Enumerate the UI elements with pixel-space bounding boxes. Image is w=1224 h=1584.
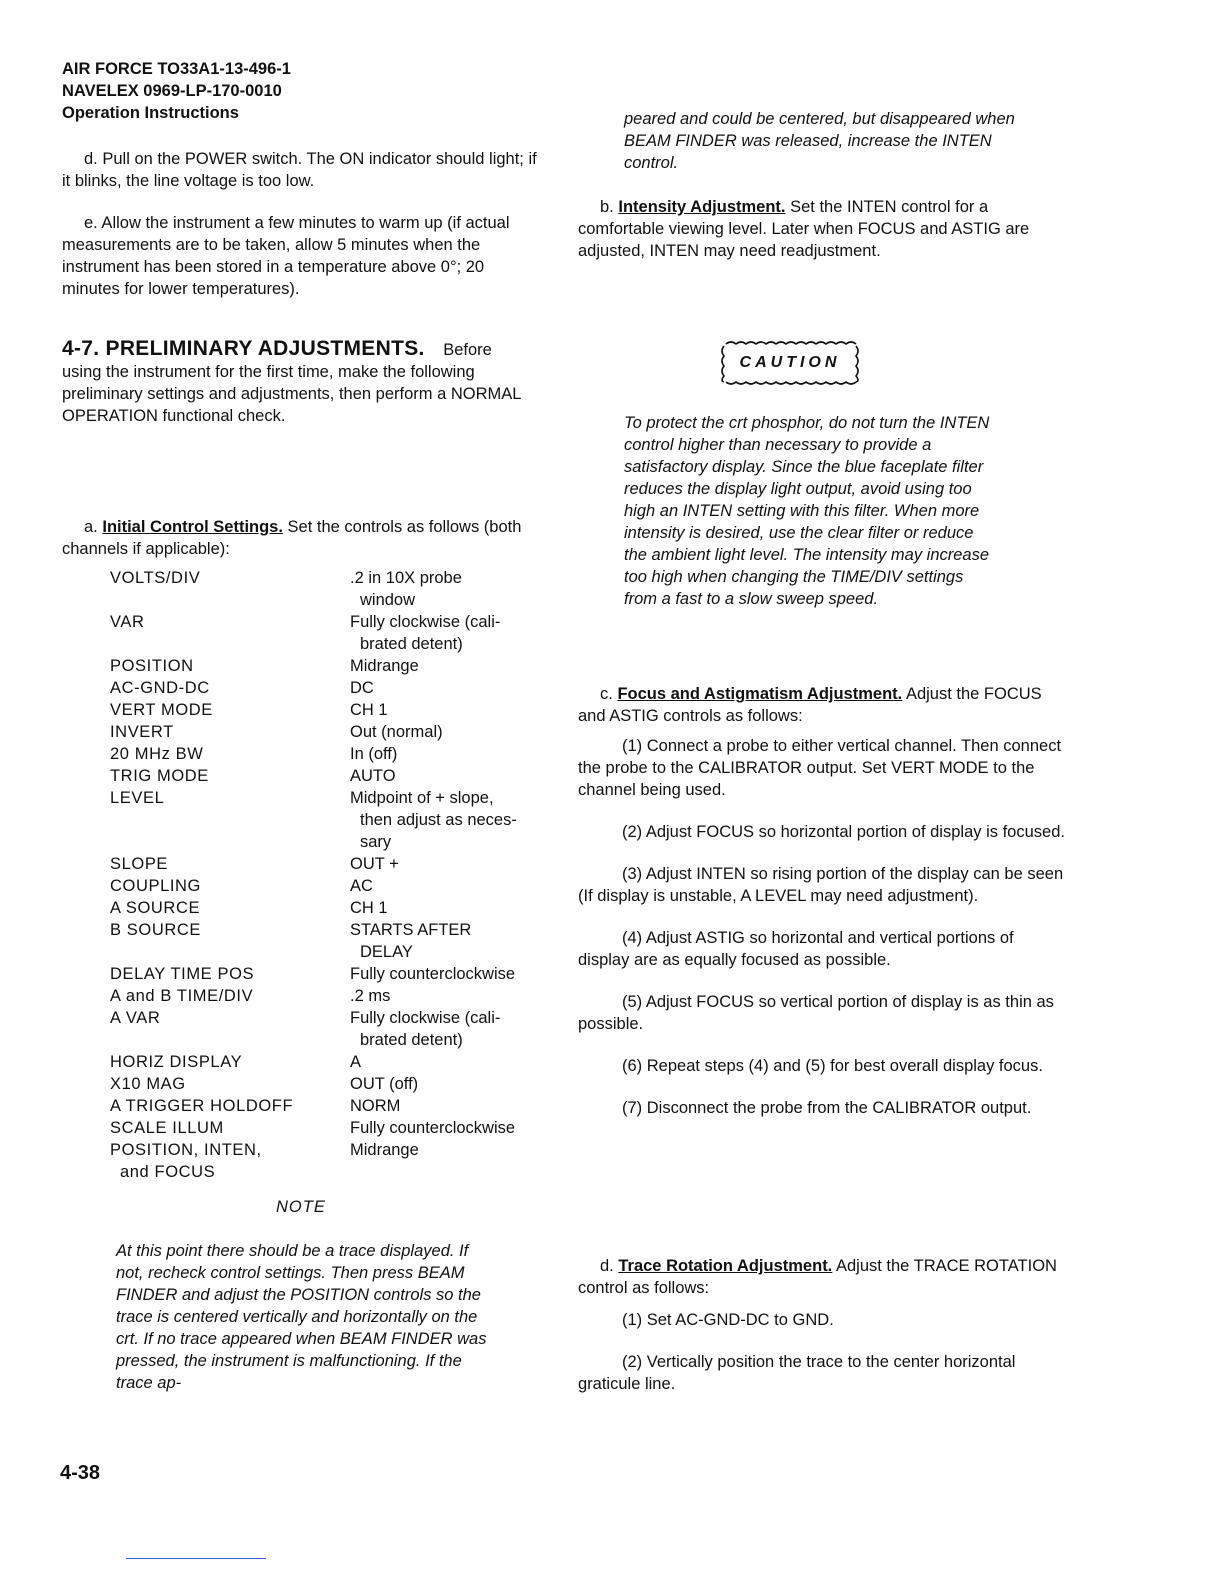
- caution-label: CAUTION: [739, 354, 841, 371]
- settings-row: [110, 787, 550, 853]
- setting-value-text: Fully counterclockwise: [350, 1119, 516, 1137]
- setting-value: [350, 677, 550, 699]
- setting-value-text: DC: [350, 679, 374, 697]
- initial-label: a.: [84, 518, 98, 536]
- setting-control: [110, 699, 350, 721]
- note-continuation: peared and could be centered, but disappeared when BEAM FINDER was released, increase the INTEN control.: [624, 110, 1015, 172]
- setting-value-text: Fully clockwise (cali-: [350, 613, 501, 631]
- setting-value-cont: DELAY: [360, 943, 413, 961]
- setting-value-text: .2 in 10X probe: [350, 569, 462, 587]
- settings-row: [110, 721, 550, 743]
- setting-control: [110, 721, 350, 743]
- setting-control-label: DELAY TIME POS: [110, 965, 255, 983]
- settings-row: [110, 875, 550, 897]
- setting-value-cont: sary: [360, 833, 392, 851]
- page-number: 4-38: [60, 1462, 101, 1484]
- setting-value: [350, 1095, 550, 1117]
- setting-value-text: .2 ms: [350, 987, 391, 1005]
- setting-value: [350, 721, 550, 743]
- trace-rotation-steps: [578, 1309, 1068, 1395]
- setting-control-label: A and B TIME/DIV: [110, 987, 254, 1005]
- setting-control: [110, 1073, 350, 1095]
- setting-control-label: 20 MHz BW: [110, 745, 204, 763]
- left-column: [62, 148, 542, 427]
- setting-control-label: POSITION, INTEN,: [110, 1141, 262, 1159]
- paragraph-c: [578, 683, 1068, 727]
- procedure-step: (1) Connect a probe to either vertical channel. Then connect the probe to the CALIBRATOR output. Set VERT MODE to the channel being used.: [578, 737, 1062, 799]
- settings-row: [110, 1073, 550, 1095]
- settings-row: [110, 897, 550, 919]
- setting-value: [350, 1117, 550, 1139]
- setting-control: [110, 853, 350, 875]
- d-text: Adjust the TRACE ROTATION control as follows:: [578, 1257, 1057, 1297]
- setting-control-label: VOLTS/DIV: [110, 569, 201, 587]
- setting-value-text: Fully clockwise (cali-: [350, 1009, 501, 1027]
- procedure-step: (2) Vertically position the trace to the center horizontal graticule line.: [578, 1353, 1016, 1393]
- setting-control-label: HORIZ DISPLAY: [110, 1053, 243, 1071]
- setting-control: [110, 567, 350, 611]
- setting-value: [350, 919, 550, 963]
- section-intro: using the instrument for the first time, make the following preliminary settings and adjustments, then perform a NORMAL OPERATION functional check.: [62, 363, 521, 425]
- setting-value-text: STARTS AFTER: [350, 921, 472, 939]
- setting-value: [350, 1051, 550, 1073]
- setting-value: [350, 655, 550, 677]
- setting-value: [350, 765, 550, 787]
- d-title: Trace Rotation Adjustment.: [618, 1257, 833, 1275]
- setting-control: [110, 875, 350, 897]
- setting-value-text: A: [350, 1053, 362, 1071]
- setting-value: [350, 743, 550, 765]
- setting-control: [110, 1007, 350, 1051]
- settings-row: [110, 1139, 550, 1183]
- setting-control: [110, 1139, 350, 1183]
- setting-control-label: A SOURCE: [110, 899, 201, 917]
- header-air-force-id: AIR FORCE TO33A1-13-496-1: [62, 60, 291, 78]
- setting-control: [110, 787, 350, 853]
- settings-row: [110, 1051, 550, 1073]
- settings-row: [110, 963, 550, 985]
- caution-box: [720, 340, 860, 386]
- setting-control: [110, 1051, 350, 1073]
- setting-control-label: A VAR: [110, 1009, 161, 1027]
- settings-row: [110, 611, 550, 655]
- settings-row: [110, 1007, 550, 1051]
- setting-value: [350, 875, 550, 897]
- procedure-step: (4) Adjust ASTIG so horizontal and vertical portions of display are as equally focused as possible.: [578, 929, 1014, 969]
- setting-value: [350, 897, 550, 919]
- setting-value-cont: window: [360, 591, 416, 609]
- setting-value: [350, 1139, 550, 1183]
- paragraph-d: d. Pull on the POWER switch. The ON indicator should light; if it blinks, the line voltage is too low.: [62, 150, 537, 190]
- setting-control-label: A TRIGGER HOLDOFF: [110, 1097, 294, 1115]
- setting-value: [350, 699, 550, 721]
- setting-value: [350, 1073, 550, 1095]
- setting-value-text: NORM: [350, 1097, 401, 1115]
- section-intro-lead: Before: [443, 341, 492, 359]
- settings-row: [110, 985, 550, 1007]
- b-text: Set the INTEN control for a comfortable viewing level. Later when FOCUS and ASTIG are adjusted, INTEN may need readjustment.: [578, 198, 1030, 260]
- procedure-step: (7) Disconnect the probe from the CALIBRATOR output.: [622, 1099, 1032, 1117]
- setting-control: [110, 1117, 350, 1139]
- settings-row: [110, 743, 550, 765]
- paragraph-d-right: [578, 1255, 1068, 1299]
- setting-control: [110, 897, 350, 919]
- setting-control: [110, 963, 350, 985]
- settings-row: [110, 1095, 550, 1117]
- setting-value-text: Midrange: [350, 1141, 419, 1159]
- setting-value: [350, 853, 550, 875]
- initial-title: Initial Control Settings.: [102, 518, 283, 536]
- header-section: Operation Instructions: [62, 104, 239, 122]
- setting-control: [110, 611, 350, 655]
- setting-value: [350, 567, 550, 611]
- setting-control: [110, 743, 350, 765]
- setting-value-text: Midrange: [350, 657, 419, 675]
- right-column: [578, 108, 1068, 262]
- control-settings-table: [110, 567, 550, 1183]
- procedure-step: (5) Adjust FOCUS so vertical portion of display is as thin as possible.: [578, 993, 1054, 1033]
- settings-row: [110, 765, 550, 787]
- setting-control-label: TRIG MODE: [110, 767, 209, 785]
- setting-value-cont: brated detent): [360, 635, 463, 653]
- setting-value-text: Fully counterclockwise: [350, 965, 516, 983]
- procedure-step: (6) Repeat steps (4) and (5) for best overall display focus.: [622, 1057, 1043, 1075]
- setting-value-text: Midpoint of + slope,: [350, 789, 494, 807]
- setting-control: [110, 985, 350, 1007]
- setting-control-label: SLOPE: [110, 855, 169, 873]
- setting-control: [110, 677, 350, 699]
- paragraph-b: [578, 196, 1068, 262]
- setting-value-cont: brated detent): [360, 1031, 463, 1049]
- footer-rule: [126, 1558, 266, 1559]
- setting-value: [350, 985, 550, 1007]
- setting-value-text: In (off): [350, 745, 398, 763]
- setting-control-label: LEVEL: [110, 789, 165, 807]
- setting-control-label: AC-GND-DC: [110, 679, 210, 697]
- setting-control-label: B SOURCE: [110, 921, 201, 939]
- setting-value: [350, 1007, 550, 1051]
- settings-row: [110, 1117, 550, 1139]
- b-title: Intensity Adjustment.: [618, 198, 786, 216]
- settings-row: [110, 567, 550, 611]
- document-header: [62, 58, 291, 124]
- setting-control: [110, 765, 350, 787]
- section-heading: [62, 338, 542, 361]
- initial-text: Set the controls as follows (both channels if applicable):: [62, 518, 522, 558]
- settings-row: [110, 655, 550, 677]
- setting-value-text: CH 1: [350, 899, 388, 917]
- setting-value: [350, 611, 550, 655]
- setting-control: [110, 1095, 350, 1117]
- setting-value-text: AUTO: [350, 767, 396, 785]
- settings-row: [110, 919, 550, 963]
- d-label: d.: [600, 1257, 614, 1275]
- procedure-step: (1) Set AC-GND-DC to GND.: [622, 1311, 834, 1329]
- note-text: At this point there should be a trace displayed. If not, recheck control settings. Then press BEAM FINDER and adjust the POSITION controls so the trace is centered vertically and horizontally on the crt. If no trace appeared when BEAM FINDER was pressed, the instrument is malfunctioning. If the trace ap-: [116, 1242, 487, 1392]
- setting-control-label: VAR: [110, 613, 145, 631]
- setting-control-label: SCALE ILLUM: [110, 1119, 224, 1137]
- focus-section: [578, 683, 1068, 1119]
- setting-control-label: POSITION: [110, 657, 194, 675]
- setting-value-text: OUT (off): [350, 1075, 419, 1093]
- procedure-step: (3) Adjust INTEN so rising portion of the display can be seen (If display is unstable, A LEVEL may need adjustment).: [578, 865, 1064, 905]
- setting-control: [110, 655, 350, 677]
- setting-control-label: X10 MAG: [110, 1075, 186, 1093]
- b-label: b.: [600, 198, 614, 216]
- header-navelex-id: NAVELEX 0969-LP-170-0010: [62, 82, 282, 100]
- initial-settings-intro: [62, 516, 542, 560]
- setting-control-label: INVERT: [110, 723, 174, 741]
- c-label: c.: [600, 685, 613, 703]
- note-title: NOTE: [276, 1198, 326, 1216]
- settings-row: [110, 853, 550, 875]
- settings-row: [110, 677, 550, 699]
- trace-rotation-section: [578, 1255, 1068, 1395]
- paragraph-e: e. Allow the instrument a few minutes to warm up (if actual measurements are to be taken, allow 5 minutes when the instrument has been stored in a temperature above 0°; 20 minutes for lower temperatures).: [62, 214, 510, 298]
- c-title: Focus and Astigmatism Adjustment.: [617, 685, 903, 703]
- setting-value-text: AC: [350, 877, 373, 895]
- setting-value: [350, 963, 550, 985]
- setting-control: [110, 919, 350, 963]
- procedure-step: (2) Adjust FOCUS so horizontal portion of display is focused.: [622, 823, 1065, 841]
- setting-value-text: OUT +: [350, 855, 399, 873]
- setting-value-text: Out (normal): [350, 723, 443, 741]
- focus-steps: [578, 735, 1068, 1119]
- setting-value-text: CH 1: [350, 701, 388, 719]
- setting-control-label: COUPLING: [110, 877, 201, 895]
- setting-control-label: VERT MODE: [110, 701, 213, 719]
- setting-value-cont: then adjust as neces-: [360, 811, 517, 829]
- setting-control-label-cont: and FOCUS: [120, 1163, 216, 1181]
- section-title: 4-7. PRELIMINARY ADJUSTMENTS.: [62, 337, 425, 360]
- setting-value: [350, 787, 550, 853]
- caution-text: To protect the crt phosphor, do not turn the INTEN control higher than necessary to provide a satisfactory display. Since the blue faceplate filter reduces the display light output, avoid using too high an INTEN setting with this filter. When more intensity is desired, use the clear filter or reduce the ambient light level. The intensity may increase too high when changing the TIME/DIV settings from a fast to a slow sweep speed.: [624, 414, 990, 608]
- settings-row: [110, 699, 550, 721]
- c-text: Adjust the FOCUS and ASTIG controls as follows:: [578, 685, 1042, 725]
